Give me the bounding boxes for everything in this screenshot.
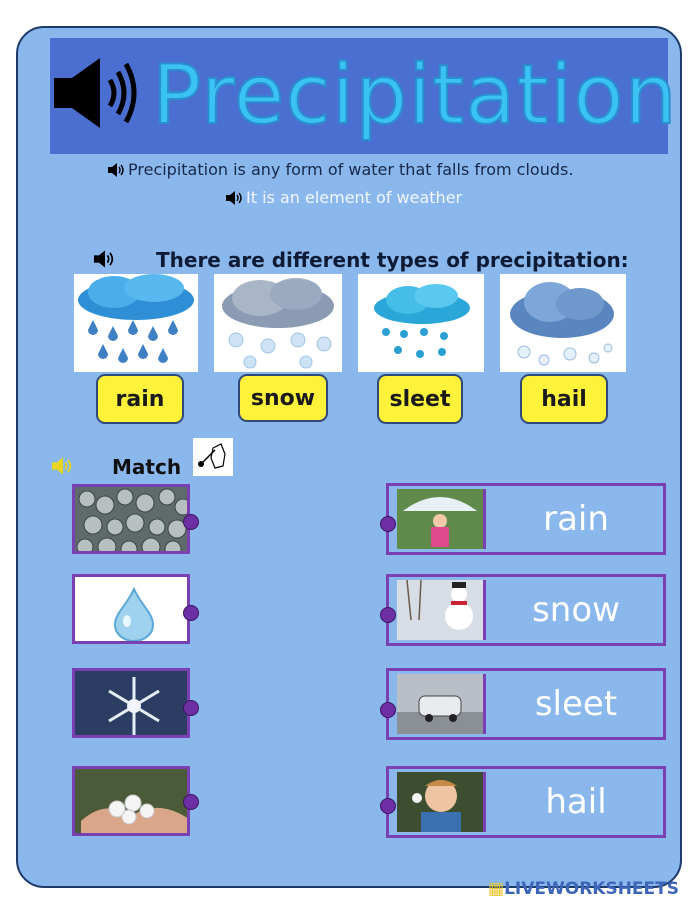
word-rain: rain [543,499,609,539]
word-snow: snow [532,590,620,630]
boy-holding-hailstone-photo [397,772,486,832]
footer-brand-text: LIVEWORKSHEETS [504,879,679,899]
types-heading: There are different types of precipitation: [156,248,629,272]
match-target-hail[interactable] [386,766,666,838]
speaker-icon[interactable] [94,250,116,268]
page-title: Precipitation [152,48,678,143]
logo-mark-icon: ▦ [488,879,505,899]
match-target-sleet[interactable] [386,668,666,740]
liveworksheets-logo [488,879,679,899]
match-dot-right-3[interactable] [380,702,396,718]
match-target-rain[interactable] [386,483,666,555]
match-target-snow[interactable] [386,574,666,646]
weather-element-text: It is an element of weather [246,188,463,207]
hail-stones-image [72,484,190,554]
match-dot-right-2[interactable] [380,607,396,623]
snow-cloud-icon [214,274,342,372]
match-dot-right-1[interactable] [380,516,396,532]
match-heading: Match [112,455,182,479]
sleet-label-button[interactable]: sleet [377,374,463,424]
word-hail: hail [545,782,607,822]
car-on-icy-road-photo [397,674,486,734]
sleet-cloud-icon [358,274,484,372]
speaker-icon[interactable] [108,163,126,177]
intro-text: Precipitation is any form of water that falls from clouds. [128,160,574,179]
rain-cloud-icon [74,274,198,372]
hail-cloud-icon [500,274,626,372]
snowflake-image [72,668,190,738]
snow-label-button[interactable]: snow [238,374,328,422]
match-dot-left-2[interactable] [183,605,199,621]
match-dot-right-4[interactable] [380,798,396,814]
hailstones-in-hand-image [72,766,190,836]
drag-hand-icon [193,438,233,476]
speaker-icon[interactable] [52,457,74,475]
word-sleet: sleet [534,684,618,724]
speaker-icon[interactable] [54,56,140,130]
match-dot-left-3[interactable] [183,700,199,716]
hail-label-button[interactable]: hail [520,374,608,424]
match-dot-left-1[interactable] [183,514,199,530]
rain-label-button[interactable]: rain [96,374,184,424]
snowman-photo [397,580,486,640]
water-drop-image [72,574,190,644]
speaker-icon[interactable] [226,191,244,205]
match-dot-left-4[interactable] [183,794,199,810]
girl-with-umbrella-photo [397,489,486,549]
